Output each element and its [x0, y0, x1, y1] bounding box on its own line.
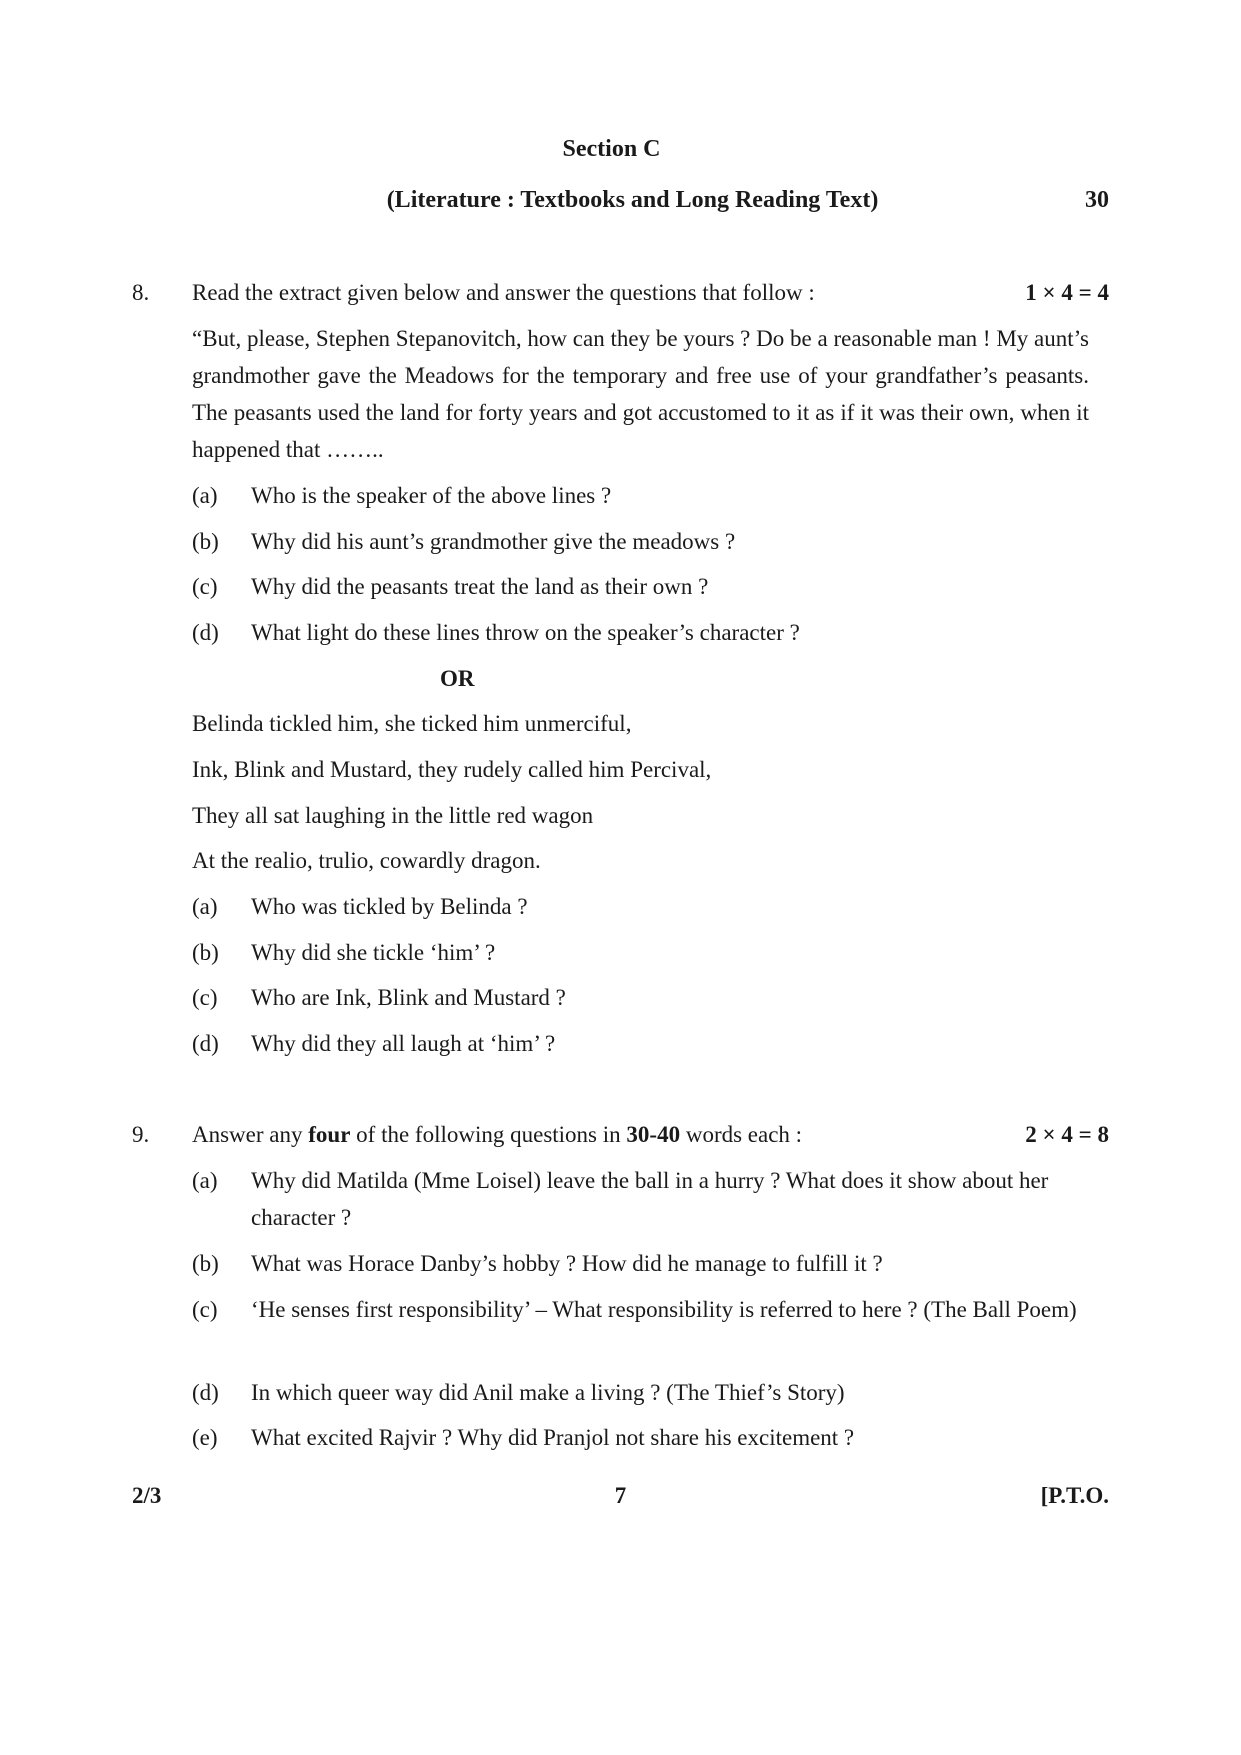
q8-option-label: (c) — [192, 574, 218, 599]
instruction-text: of the following questions in — [350, 1122, 627, 1147]
question-9-instruction — [192, 1116, 802, 1153]
section-subtitle: (Literature : Textbooks and Long Reading Text) — [386, 187, 879, 213]
q8-alt-option-label: (a) — [192, 894, 218, 919]
q9-option-text: What was Horace Danby’s hobby ? How did he manage to fulfill it ? — [251, 1251, 883, 1276]
q8-alt-option-text: Why did she tickle ‘him’ ? — [251, 940, 496, 965]
q9-option-text: In which queer way did Anil make a living ? (The Thief’s Story) — [251, 1380, 845, 1405]
verse-line: Belinda tickled him, she ticked him unmerciful, — [192, 711, 632, 736]
q9-option-text: Why did Matilda (Mme Loisel) leave the ball in a hurry ? What does it show about her character ? — [251, 1168, 1049, 1230]
question-8-extract: “But, please, Stephen Stepanovitch, how can they be yours ? Do be a reasonable man ! My aunt’s grandmother gave the Meadows for the temporary and free use of your grandfather’s peasants. The peasants used the land for forty years and got accustomed to it as if it was their own, when it happened that …….. — [192, 326, 1089, 462]
section-marks: 30 — [1085, 187, 1109, 213]
q8-alt-option-text: Who was tickled by Belinda ? — [251, 894, 528, 919]
q8-alt-option-text: Who are Ink, Blink and Mustard ? — [251, 985, 566, 1010]
please-turn-over: [P.T.O. — [1040, 1483, 1109, 1508]
verse-line: Ink, Blink and Mustard, they rudely called him Percival, — [192, 757, 712, 782]
q8-option-label: (d) — [192, 620, 219, 645]
or-divider: OR — [440, 666, 475, 691]
q8-option-text: Why did his aunt’s grandmother give the meadows ? — [251, 529, 736, 554]
question-9-number: 9. — [132, 1122, 150, 1147]
q8-option-text: Why did the peasants treat the land as their own ? — [251, 574, 709, 599]
q8-alt-option-text: Why did they all laugh at ‘him’ ? — [251, 1031, 556, 1056]
paper-code: 2/3 — [132, 1483, 162, 1508]
q8-option-text: Who is the speaker of the above lines ? — [251, 483, 612, 508]
q9-option-label: (b) — [192, 1251, 219, 1276]
question-8-number: 8. — [132, 280, 150, 305]
q9-option-text: What excited Rajvir ? Why did Pranjol not share his excitement ? — [251, 1425, 855, 1450]
q9-option-label: (d) — [192, 1380, 219, 1405]
instruction-emphasis: four — [308, 1122, 351, 1147]
q8-option-label: (b) — [192, 529, 219, 554]
verse-line: They all sat laughing in the little red wagon — [192, 803, 594, 828]
instruction-emphasis: 30-40 — [626, 1122, 681, 1147]
q8-option-label: (a) — [192, 483, 218, 508]
verse-line: At the realio, trulio, cowardly dragon. — [192, 848, 541, 873]
q8-option-text: What light do these lines throw on the speaker’s character ? — [251, 620, 800, 645]
question-8-instruction: Read the extract given below and answer the questions that follow : — [192, 280, 815, 305]
q9-option-label: (c) — [192, 1297, 218, 1322]
q8-alt-option-label: (d) — [192, 1031, 219, 1056]
section-title: Section C — [562, 136, 661, 162]
q9-option-text: ‘He senses first responsibility’ – What responsibility is referred to here ? (The Ball Poem) — [251, 1297, 1077, 1322]
instruction-text: Answer any — [192, 1122, 309, 1147]
page-number: 7 — [614, 1483, 627, 1508]
question-8-marks: 1 × 4 = 4 — [1025, 280, 1109, 305]
q8-alt-option-label: (b) — [192, 940, 219, 965]
q9-option-label: (e) — [192, 1425, 218, 1450]
q9-option-label: (a) — [192, 1168, 218, 1193]
instruction-text: words each : — [680, 1122, 803, 1147]
q8-alt-option-label: (c) — [192, 985, 218, 1010]
question-9-marks: 2 × 4 = 8 — [1025, 1122, 1109, 1147]
